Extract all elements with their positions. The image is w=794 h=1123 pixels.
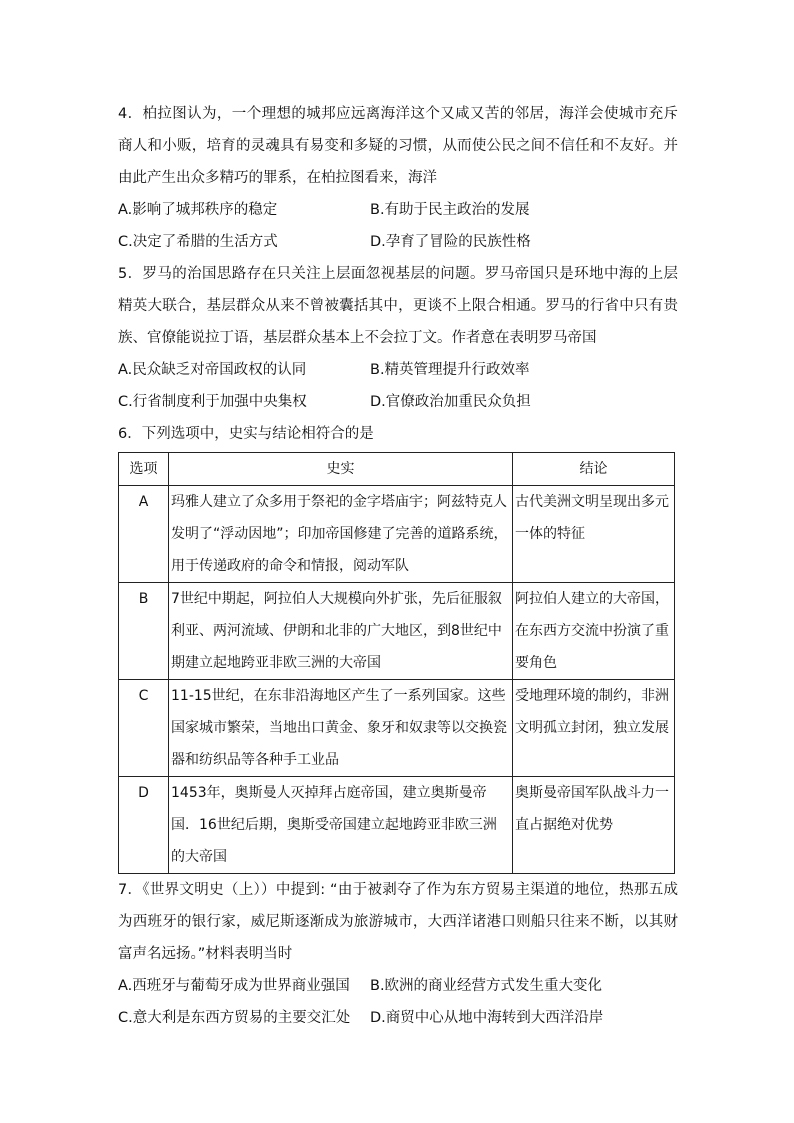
cell-conclusion: 受地理环境的制约，非洲文明孤立封闭，独立发展 bbox=[513, 680, 675, 777]
question-7 bbox=[118, 874, 678, 1034]
question-4-options bbox=[118, 194, 678, 258]
option-b: B.精英管理提升行政效率 bbox=[370, 362, 530, 378]
cell-conclusion: 古代美洲文明呈现出多元一体的特征 bbox=[513, 486, 675, 583]
exam-page bbox=[118, 98, 678, 1034]
table-row bbox=[119, 680, 675, 777]
question-5 bbox=[118, 258, 678, 418]
question-7-stem: 7．《世界文明史（上））中提到: “由于被剥夺了作为东方贸易主渠道的地位，热那五成为西班牙的银行家，威尼斯逐渐成为旅游城市，大西洋诸港口则船只往来不断，以其财富声名远扬。”材料表明当时 bbox=[118, 882, 678, 962]
header-conclusion: 结论 bbox=[513, 453, 675, 486]
question-5-options bbox=[118, 354, 678, 418]
option-a: A.西班牙与葡萄牙成为世界商业强国 bbox=[118, 978, 350, 994]
table-row bbox=[119, 777, 675, 874]
cell-fact: 11-15世纪，在东非沿海地区产生了一系列国家。这些国家城市繁荣，当地出口黄金、象牙和奴隶等以交换瓷器和纺织品等各种手工业品 bbox=[169, 680, 513, 777]
facts-table bbox=[118, 452, 675, 874]
question-6-stem: 6．下列选项中，史实与结论相符合的是 bbox=[118, 426, 374, 442]
question-4 bbox=[118, 98, 678, 258]
option-b: B.欧洲的商业经营方式发生重大变化 bbox=[370, 978, 603, 994]
table-row bbox=[119, 583, 675, 680]
cell-fact: 1453年，奥斯曼人灭掉拜占庭帝国，建立奥斯曼帝国．16世纪后期，奥斯受帝国建立起地跨亚非欧三洲的大帝国 bbox=[169, 777, 513, 874]
option-b: B.有助于民主政治的发展 bbox=[370, 202, 530, 218]
header-option: 选项 bbox=[119, 453, 169, 486]
question-7-options bbox=[118, 970, 678, 1034]
cell-conclusion: 奥斯曼帝国军队战斗力一直占据绝对优势 bbox=[513, 777, 675, 874]
cell-option: D bbox=[119, 777, 169, 874]
table-row bbox=[119, 486, 675, 583]
cell-option: A bbox=[119, 486, 169, 583]
option-d: D.孕育了冒险的民族性格 bbox=[370, 234, 531, 250]
option-d: D.商贸中心从地中海转到大西洋沿岸 bbox=[370, 1010, 604, 1026]
cell-fact: 玛雅人建立了众多用于祭祀的金字塔庙宇；阿兹特克人发明了“浮动因地”；印加帝国修建了完善的道路系统，用于传递政府的命令和情报，阅动军队 bbox=[169, 486, 513, 583]
cell-fact: 7世纪中期起，阿拉伯人大规模向外扩张，先后征服叙利亚、两河流域、伊朗和北非的广大地区，到8世纪中期建立起地跨亚非欧三洲的大帝国 bbox=[169, 583, 513, 680]
question-4-stem: 4．柏拉图认为，一个理想的城邦应远离海洋这个又咸又苦的邻居，海洋会使城市充斥商人和小贩，培育的灵魂具有易变和多疑的习惯，从而使公民之间不信任和不友好。并由此产生出众多精巧的罪系，在柏拉图看来，海洋 bbox=[118, 106, 678, 186]
cell-option: B bbox=[119, 583, 169, 680]
option-c: C.决定了希腊的生活方式 bbox=[118, 234, 278, 250]
header-fact: 史实 bbox=[169, 453, 513, 486]
cell-option: C bbox=[119, 680, 169, 777]
table-header-row bbox=[119, 453, 675, 486]
option-d: D.官僚政治加重民众负担 bbox=[370, 394, 531, 410]
question-6 bbox=[118, 418, 678, 874]
cell-conclusion: 阿拉伯人建立的大帝国，在东西方交流中扮演了重要角色 bbox=[513, 583, 675, 680]
option-a: A.影响了城邦秩序的稳定 bbox=[118, 202, 278, 218]
option-c: C.行省制度利于加强中央集权 bbox=[118, 394, 307, 410]
option-a: A.民众缺乏对帝国政权的认同 bbox=[118, 362, 307, 378]
question-5-stem: 5．罗马的治国思路存在只关注上层面忽视基层的问题。罗马帝国只是环地中海的上层精英大联合，基层群众从来不曾被囊括其中，更谈不上限合相通。罗马的行省中只有贵族、官僚能说拉丁语，基层群众基本上不会拉丁文。作者意在表明罗马帝国 bbox=[118, 266, 678, 346]
option-c: C.意大利是东西方贸易的主要交汇处 bbox=[118, 1010, 351, 1026]
